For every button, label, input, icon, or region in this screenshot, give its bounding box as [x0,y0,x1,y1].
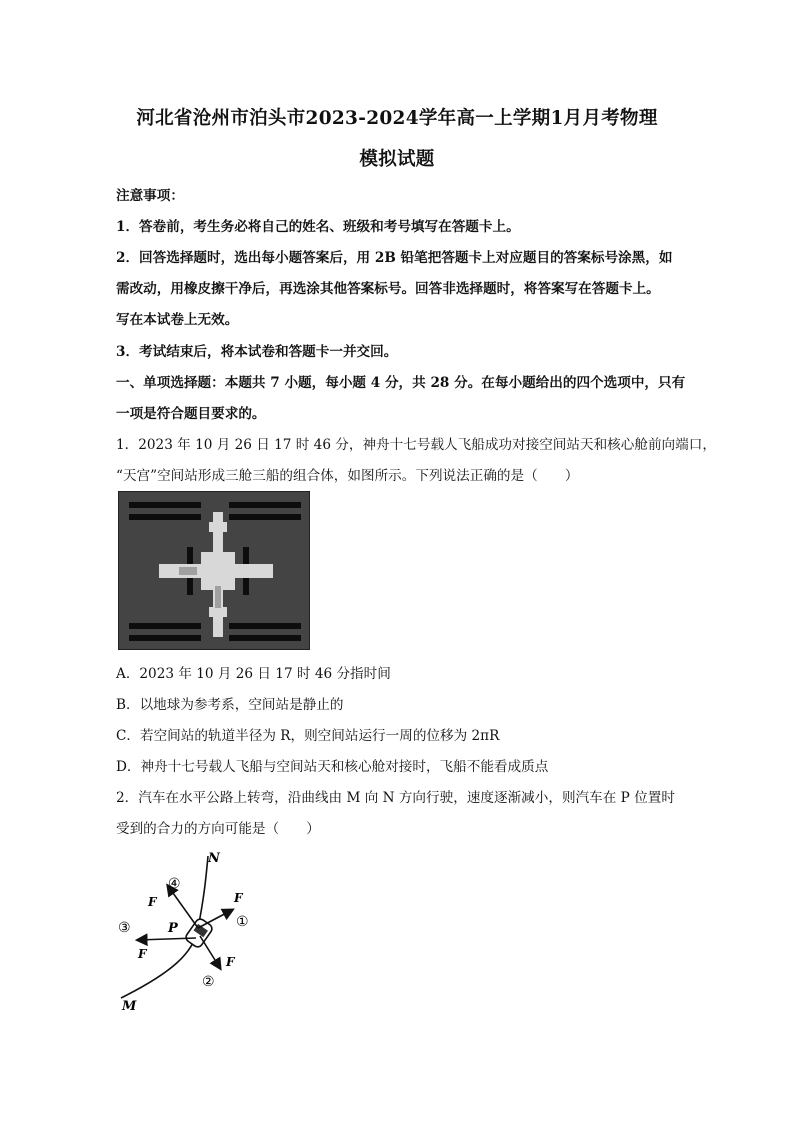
label-m: M [122,999,137,1014]
notice-item-2-end: 写在本试卷上无效。 [116,312,239,328]
marker-2: ② [202,974,215,990]
notice-item-3: 3．考试结束后，将本试卷和答题卡一并交回。 [116,344,398,360]
notice-item-2-cont: 需改动，用橡皮擦干净后，再选涂其他答案标号。回答非选择题时，将答案写在答题卡上。 [116,281,660,297]
q1-stem: 1．2023 年 10 月 26 日 17 时 46 分，神舟十七号载人飞船成功对接空间站天和核心舱前向端口， [116,437,716,453]
page-subtitle: 模拟试题 [359,149,435,170]
notice-item-1: 1．答卷前，考生务必将自己的姓名、班级和考号填写在答题卡上。 [116,219,520,235]
label-f4: F [148,895,157,909]
curve-diagram [116,848,266,1018]
q1-option-a: A．2023 年 10 月 26 日 17 时 46 分指时间 [116,666,391,682]
section-heading: 一、单项选择题：本题共 7 小题，每小题 4 分，共 28 分。在每小题给出的四个选项中，只有 [116,375,686,391]
page-title: 河北省沧州市泊头市2023-2024学年高一上学期1月月考物理 [136,108,658,129]
notice-item-2: 2．回答选择题时，选出每小题答案后，用 2B 铅笔把答题卡上对应题目的答案标号涂黑，如 [116,250,673,266]
label-f2: F [226,955,235,969]
q1-option-c: C．若空间站的轨道半径为 R，则空间站运行一周的位移为 2πR [116,728,500,744]
label-f3: F [138,947,147,961]
marker-3: ③ [118,920,131,936]
q1-stem-cont: “天宫”空间站形成三舱三船的组合体，如图所示。下列说法正确的是（ ） [116,468,579,484]
q1-option-b: B．以地球为参考系，空间站是静止的 [116,697,344,713]
q1-option-d: D．神舟十七号载人飞船与空间站天和核心舱对接时，飞船不能看成质点 [116,759,549,775]
marker-4: ④ [168,876,181,892]
q2-stem-cont: 受到的合力的方向可能是（ ） [116,821,320,837]
space-station-image [119,492,309,649]
label-f1: F [234,891,243,905]
q2-stem: 2．汽车在水平公路上转弯，沿曲线由 M 向 N 方向行驶，速度逐渐减小，则汽车在 P 位置时 [116,790,675,806]
force-direction-diagram [116,848,266,1018]
section-heading-cont: 一项是符合题目要求的。 [116,406,266,422]
notice-heading: 注意事项： [116,188,184,204]
marker-1: ① [236,914,249,930]
label-p: P [168,921,178,936]
space-station-photo [118,491,310,650]
label-n: N [208,851,220,866]
